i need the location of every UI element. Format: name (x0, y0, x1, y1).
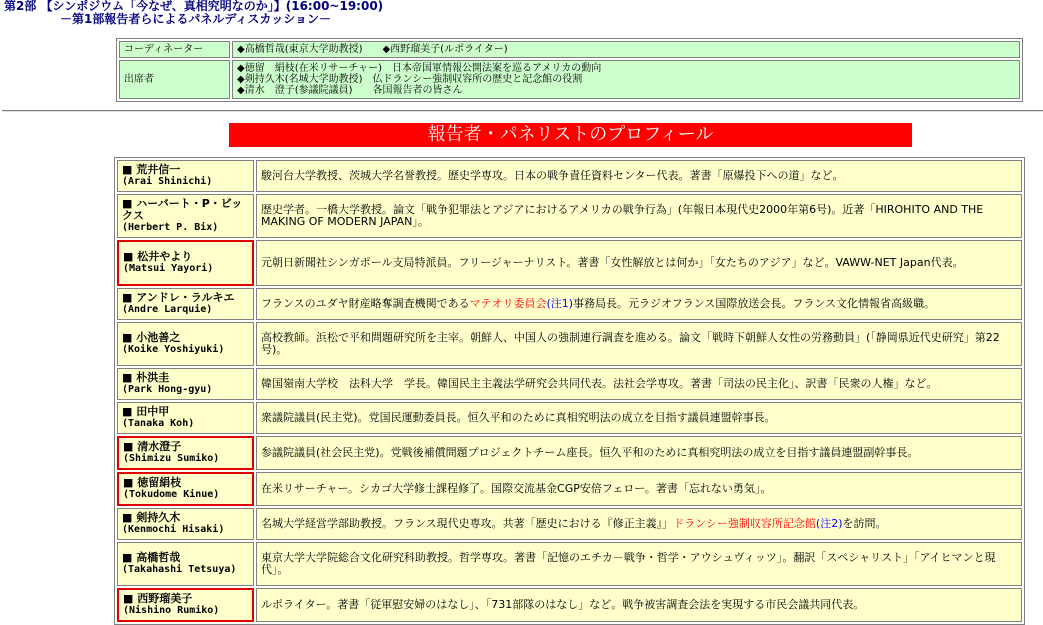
panelist-name-cell (117, 322, 254, 366)
panelist-jp-text: 荒井信一 (136, 163, 181, 176)
square-bullet-icon: ■ (122, 291, 133, 304)
square-bullet-icon: ■ (122, 197, 133, 210)
panelist-jp-name (122, 292, 249, 304)
panelist-jp-name (122, 552, 249, 564)
description-text: 名城大学経営学部助教授。フランス現代史専攻。共著「歴史における『修正主義』」 (261, 517, 674, 530)
panelist-row (117, 402, 1022, 434)
panelist-row (117, 322, 1022, 366)
panelist-jp-name (123, 477, 248, 489)
panelist-jp-text: 高橋哲哉 (136, 551, 181, 564)
panelist-row (117, 588, 1022, 622)
panelist-en-name: (Kenmochi Hisaki) (122, 524, 225, 535)
square-bullet-icon: ■ (122, 511, 133, 524)
panelist-en-name: (Park Hong-gyu) (122, 384, 213, 395)
header-subtitle: －第1部報告者らによるパネルディスカッション－ (60, 12, 332, 26)
footnote-link[interactable]: (注1) (546, 297, 574, 310)
description-text: 駿河台大学教授、茨城大学名誉教授。歴史学専攻。日本の戦争責任資料センター代表。著書「原爆投下への道」など。 (261, 169, 844, 182)
coordinator-label: コーディネーター (119, 41, 230, 58)
description-text: 元朝日新聞社シンガポール支局特派員。フリージャーナリスト。著書「女性解放とは何か」「女たちのアジア」など。VAWW-NET Japan代表。 (261, 256, 964, 269)
panelist-description (256, 368, 1022, 400)
panelist-en-name: (Andre Larquie) (122, 304, 213, 315)
panelist-jp-name (123, 441, 248, 453)
panelist-en-name: (Herbert P. Bix) (122, 222, 219, 233)
profile-banner: 報告者・パネリストのプロフィール (229, 123, 912, 147)
participants-label: 出席者 (119, 60, 230, 99)
panelist-jp-text: 清水澄子 (137, 440, 182, 453)
panelist-en-name: (Takahashi Tetsuya) (122, 564, 237, 575)
square-bullet-icon: ■ (123, 592, 134, 605)
panelist-description (256, 288, 1022, 320)
square-bullet-icon: ■ (122, 405, 133, 418)
panelist-jp-text: 小池善之 (136, 331, 181, 344)
panelist-name-cell (117, 160, 254, 192)
panelist-row (117, 288, 1022, 320)
panelist-jp-name (122, 512, 249, 524)
description-text: 韓国嶺南大学校 法科大学 学長。韓国民主主義法学研究会共同代表。法社会学専攻。著書「司法の民主化」、訳書「民衆の人権」など。 (261, 377, 938, 390)
square-bullet-icon: ■ (122, 551, 133, 564)
footnote-link[interactable]: (注2) (815, 517, 843, 530)
panelist-description (256, 472, 1022, 506)
participants-value (232, 60, 1020, 99)
panelist-description (256, 542, 1022, 586)
panelist-jp-name (123, 251, 248, 263)
square-bullet-icon: ■ (123, 440, 134, 453)
panelist-name-cell (117, 240, 254, 286)
panelist-en-name: (Tokudome Kinue) (123, 489, 220, 500)
panelist-en-name: (Tanaka Koh) (122, 418, 195, 429)
panelist-jp-text: 剣持久木 (136, 511, 181, 524)
square-bullet-icon: ■ (122, 163, 133, 176)
panelist-name-cell (117, 508, 254, 540)
panelist-description (256, 508, 1022, 540)
participants-row (119, 60, 1020, 99)
description-text: フランスのユダヤ財産略奪調査機関である (261, 297, 470, 310)
panelist-jp-name (122, 406, 249, 418)
description-text: 衆議院議員(民主党)。党国民運動委員長。恒久平和のために真相究明法の成立を目指す議員連盟幹事長。 (261, 411, 776, 424)
description-text: 歴史学者。一橋大学教授。論文「戦争犯罪法とアジアにおけるアメリカの戦争行為」(年報日本現代史2000年第6号)。近著「HIROHITO AND THE MAKING OF MODERN JAPAN」。 (261, 203, 984, 228)
panelist-name-cell (117, 402, 254, 434)
panelist-jp-text: アンドレ・ラルキエ (136, 291, 235, 304)
participant-line: ◆清水 澄子(参議院議員) 各国報告者の皆さん (237, 85, 463, 96)
square-bullet-icon: ■ (122, 331, 133, 344)
panelist-name-cell (117, 288, 254, 320)
page-header (4, 0, 383, 26)
panelist-description (256, 194, 1022, 238)
square-bullet-icon: ■ (122, 371, 133, 384)
panelist-jp-text: 松井やより (137, 250, 193, 263)
coordinator-row (119, 41, 1020, 58)
coordinator-value: ◆高橋哲哉(東京大学助教授) ◆西野瑠美子(ルポライター) (232, 41, 1020, 58)
panelist-row (117, 160, 1022, 192)
panelist-jp-text: ハーバート・P・ビックス (122, 197, 243, 222)
panelist-description (256, 402, 1022, 434)
panelist-row (117, 436, 1022, 470)
panelist-name-cell (117, 194, 254, 238)
panelist-jp-name (122, 372, 249, 384)
participant-line: ◆剣持久木(名城大学助教授) 仏ドランシー強制収容所の歴史と記念館の役割 (237, 74, 583, 85)
panelist-description (256, 160, 1022, 192)
panelist-row (117, 368, 1022, 400)
panelist-row (117, 472, 1022, 506)
panelist-en-name: (Koike Yoshiyuki) (122, 344, 225, 355)
panelist-en-name: (Nishino Rumiko) (123, 605, 220, 616)
panelist-jp-text: 朴洪圭 (136, 371, 170, 384)
description-text: 参議院議員(社会民主党)。党戦後補償問題プロジェクトチーム座長。恒久平和のために真相究明法の成立を目指す議員連盟副幹事長。 (261, 446, 919, 459)
panelist-description (256, 588, 1022, 622)
panelist-en-name: (Shimizu Sumiko) (123, 453, 220, 464)
panelist-jp-name (122, 198, 249, 222)
description-text: 在米リサーチャー。シカゴ大学修士課程修了。国際交流基金CGP安倍フェロー。著書「忘れない勇気」。 (261, 482, 772, 495)
panelist-jp-text: 西野瑠美子 (137, 592, 193, 605)
panelist-row (117, 240, 1022, 286)
description-text: ルポライター。著書「従軍慰安婦のはなし」、「731部隊のはなし」など。戦争被害調査会法を実現する市民会議共同代表。 (261, 598, 865, 611)
panelist-table (114, 157, 1025, 625)
panelist-jp-text: 田中甲 (136, 405, 170, 418)
panelist-jp-name (123, 593, 248, 605)
header-title: 第2部 【シンポジウム「今なぜ、真相究明なのか」】(16:00~19:00) (4, 0, 384, 13)
overview-table (116, 38, 1023, 102)
panelist-name-cell (117, 472, 254, 506)
panelist-name-cell (117, 588, 254, 622)
square-bullet-icon: ■ (123, 250, 134, 263)
description-text: 東京大学大学院総合文化研究科助教授。哲学専攻。著書「記憶のエチカ－戦争・哲学・アウシュヴィッツ」。翻訳「スペシャリスト」「アイヒマンと現代」。 (261, 551, 996, 576)
panelist-description (256, 436, 1022, 470)
panelist-en-name: (Arai Shinichi) (122, 176, 213, 187)
description-text: 事務局長。元ラジオフランス国際放送会長。フランス文化情報省高級職。 (573, 297, 936, 310)
panelist-row (117, 542, 1022, 586)
panelist-description (256, 240, 1022, 286)
panelist-name-cell (117, 368, 254, 400)
panelist-jp-text: 徳留絹枝 (137, 476, 182, 489)
participant-line: ◆徳留 絹枝(在米リサーチャー) 日本帝国軍情報公開法案を巡るアメリカの動向 (237, 63, 602, 74)
panelist-name-cell (117, 436, 254, 470)
description-text: 高校教師。浜松で平和問題研究所を主宰。朝鮮人、中国人の強制連行調査を進める。論文「戦時下朝鮮人女性の労務動員」(「静岡県近代史研究」第22号)。 (261, 331, 1000, 356)
linked-term[interactable]: マテオリ委員会 (469, 297, 547, 310)
description-text: を訪問。 (842, 517, 887, 530)
panelist-row (117, 194, 1022, 238)
linked-term[interactable]: ドランシー強制収容所記念館 (673, 517, 816, 530)
panelist-description (256, 322, 1022, 366)
panelist-row (117, 508, 1022, 540)
panelist-name-cell (117, 542, 254, 586)
panelist-jp-name (122, 164, 249, 176)
panelist-jp-name (122, 332, 249, 344)
horizontal-rule (2, 110, 1043, 112)
panelist-en-name: (Matsui Yayori) (123, 263, 214, 274)
square-bullet-icon: ■ (123, 476, 134, 489)
